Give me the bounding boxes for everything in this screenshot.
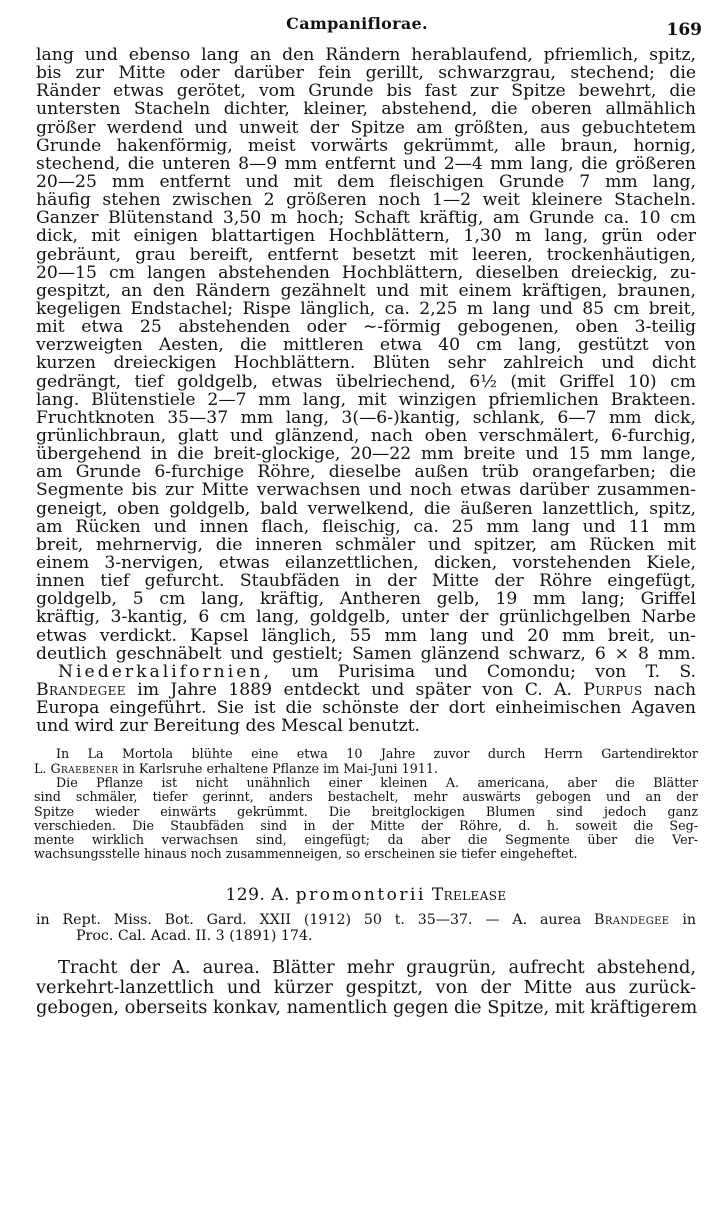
main-text-line-15: kegeligen Endstachel; Rispe länglich, ca. 2,25 m lang und 85 cm breit, [36,298,696,319]
main-text-block [36,46,696,663]
main-text-line-8: 20—25 mm entfernt und mit dem fleischigen Grunde 7 mm lang, [36,171,696,192]
reference-name-brandegee: Brandegee [594,911,670,928]
note-body-line-5: mente wirklich verwachsen sind, eingefügt; da aber die Segmente über die Ver- [34,832,698,848]
main-text-line-1: lang und ebenso lang an den Rändern herablaufend, pfriemlich, spitz, [36,45,696,65]
page-number: 169 [666,20,702,40]
main-text-line-29: einem 3-nervigen, etwas eilanzettlichen, dicken, vorstehenden Kiele, [36,552,696,573]
main-text-line-6: Grunde hakenförmig, meist vorwärts gekrümmt, alle braun, hornig, [36,135,696,156]
description-line-3: gebogen, oberseits konkav, namentlich gegen die Spitze, mit kräftigerem [36,996,698,1018]
main-text-line-25: Segmente bis zur Mitte verwachsen und noch etwas darüber zusammen- [36,480,696,501]
ref-gap [36,944,696,958]
region-name: Niederkalifornien, [58,661,272,682]
main-text-line-20: lang. Blütenstiele 2—7 mm lang, mit winzigen pfriemlichen Brakteen. [36,389,696,410]
main-text-line-21: Fruchtknoten 35—37 mm lang, 3(—6-)kantig, schlank, 6—7 mm dick, [36,407,696,428]
note-line-2-pre: L. [34,760,47,776]
main-text-line-34: deutlich geschnäbelt und gestielt; Samen glänzend schwarz, 6 × 8 mm. [36,643,696,664]
locality-line-1-rest: um Purisima und Comondu; von T. S. [291,661,697,682]
main-text-line-28: breit, mehrnervig, die inneren schmäler und spitzer, am Rücken mit [36,534,696,555]
small-print-note [34,747,698,861]
main-text-line-26: geneigt, oben goldgelb, bald verwelkend, die äußeren lanzettlich, spitz, [36,498,696,519]
note-line-2 [34,762,698,776]
main-text-line-30: innen tief gefurcht. Staubfäden in der Mitte der Röhre eingefügt, [36,571,696,592]
reference-line-2: Proc. Cal. Acad. II. 3 (1891) 174. [76,927,313,944]
note-body-line-6: wachsungsstelle hinaus noch zusammenneigen, so erscheinen sie tiefer eingeheftet. [34,846,578,862]
main-text-line-10: Ganzer Blütenstand 3,50 m hoch; Schaft kräftig, am Grunde ca. 10 cm [36,208,696,229]
locality-line-2-rest: im Jahre 1889 entdeckt und später von C. A. [137,679,572,700]
note-line-2-rest: in Karlsruhe erhaltene Pflanze im Mai-Juni 1911. [122,760,438,776]
main-text-line-24: am Grunde 6-furchige Röhre, dieselbe außen trüb orangefarben; die [36,462,696,483]
page-body [36,46,696,1018]
collector-name-brandegee: Brandegee [36,679,126,700]
main-text-line-33: etwas verdickt. Kapsel länglich, 55 mm lang und 20 mm breit, un- [36,625,696,646]
running-title: Campaniflorae. [286,14,428,33]
note-body-line-4: verschieden. Die Staubfäden sind in der Mitte der Röhre, d. h. soweit die Seg- [34,817,698,833]
main-text-line-11: dick, mit einigen blattartigen Hochblättern, 1,30 m lang, grün oder [36,226,696,247]
main-text-line-23: übergehend in die breit-glockige, 20—22 mm breite und 15 mm lange, [36,444,696,465]
species-number: 129. A. [225,884,290,905]
running-head [0,6,714,40]
main-text-line-32: kräftig, 3-kantig, 6 cm lang, goldgelb, unter der grünlichgelben Narbe [36,607,696,628]
reference-line-1 [36,912,696,928]
main-text-line-5: größer werdend und unweit der Spitze am größten, aus gebuchtetem [36,117,696,138]
description-line-1: Tracht der A. aurea. Blätter mehr graugrün, aufrecht abstehend, [58,956,696,978]
description-block [36,958,696,1018]
main-text-line-9: häufig stehen zwischen 2 größeren noch 1—2 weit kleinere Stacheln. [36,190,696,211]
species-heading [36,884,696,906]
species-name: promontorii [295,884,426,905]
main-text-line-2: bis zur Mitte oder darüber fein gerillt, schwarzgrau, stechend; die [36,63,696,84]
note-name-graebener: Graebener [50,760,119,776]
section-gap-2 [36,862,696,884]
main-text-line-3: Ränder etwas gerötet, vom Grunde bis fast zur Spitze bewehrt, die [36,81,696,102]
main-text-line-13: 20—15 cm langen abstehenden Hochblättern, dieselben dreieckig, zu- [36,262,696,283]
main-text-line-18: kurzen dreieckigen Hochblättern. Blüten sehr zahlreich und dicht [36,353,696,374]
main-text-line-14: gespitzt, an den Rändern gezähnelt und mit einem kräftigen, braunen, [36,280,696,301]
main-text-line-19: gedrängt, tief goldgelb, etwas übelriechend, 6½ (mit Griffel 10) cm [36,371,696,392]
main-text-line-12: gebräunt, grau bereift, entfernt besetzt mit leeren, trockenhäutigen, [36,244,696,265]
main-text-line-16: mit etwa 25 abstehenden oder ∼-förmig gebogenen, oben 3-teilig [36,317,696,338]
note-line-1: In La Mortola blühte eine etwa 10 Jahre zuvor durch Herrn Gartendirektor [56,746,698,762]
main-text-line-7: stechend, die unteren 8—9 mm entfernt und 2—4 mm lang, die größeren [36,153,696,174]
reference-line-1-pre: in Rept. Miss. Bot. Gard. XXII (1912) 50 t. 35—37. — A. aurea [36,911,582,928]
note-body-line-1: Die Pflanze ist nicht unähnlich einer kleinen A. americana, aber die Blätter [56,774,698,790]
reference-line-1-end: in [682,911,696,928]
note-body-line-2: sind schmäler, tiefer gerinnt, anders bestachelt, mehr auswärts gebogen und an der [34,789,698,805]
locality-line-2-end: nach [654,679,697,700]
description-line-2: verkehrt-lanzettlich und kürzer gespitzt, von der Mitte aus zurück- [36,976,696,998]
locality-line-1 [36,663,696,681]
main-text-line-22: grünlichbraun, glatt und glänzend, nach oben verschmälert, 6-furchig, [36,425,696,446]
main-text-line-31: goldgelb, 5 cm lang, kräftig, Antheren gelb, 19 mm lang; Griffel [36,589,696,610]
locality-line-3: Europa eingeführt. Sie ist die schönste der dort einheimischen Agaven [36,698,696,719]
reference-block [36,912,696,944]
note-lines [34,776,698,862]
main-text-line-27: am Rücken und innen flach, fleischig, ca. 25 mm lang und 11 mm [36,516,696,537]
main-text-line-17: verzweigten Aesten, die mittleren etwa 40 cm lang, gestützt von [36,335,696,356]
locality-line-2 [36,681,696,699]
species-author: Trelease [431,884,507,905]
collector-name-purpus: Purpus [583,679,643,700]
note-body-line-3: Spitze wieder einwärts gekrümmt. Die breitglockigen Blumen sind jedoch ganz [34,803,698,819]
locality-line-4: und wird zur Bereitung des Mescal benutzt. [36,716,421,737]
main-text-line-4: untersten Stacheln dichter, kleiner, abstehend, die oberen allmählich [36,99,696,120]
